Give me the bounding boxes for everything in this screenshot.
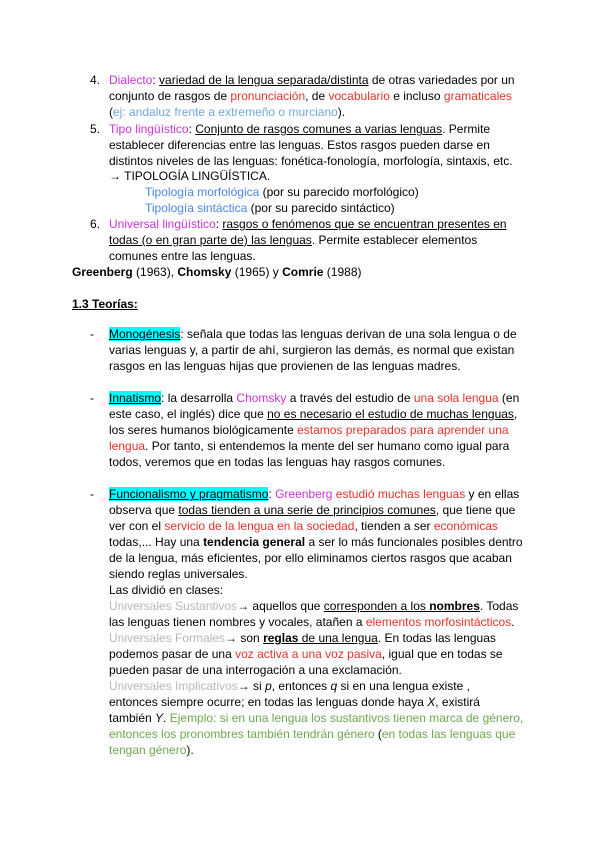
item5-line4: → TIPOLOGÍA LINGÜÍSTICA. [109, 169, 271, 183]
theory3-line7: Las dividió en clases: [109, 583, 224, 597]
theory2-line4: lengua. Por tanto, si entendemos la mente del ser humano como igual para [109, 439, 510, 453]
list-dash: - [90, 487, 94, 501]
sustantivos-line2: las lenguas tienen nombres y vocales, atañen a elementos morfosintácticos. [109, 615, 515, 629]
implicativos-line2: entonces siempre ocurre; en todas las lenguas donde haya X, existirá [109, 695, 480, 709]
theory2-line1: Innatismo: la desarrolla Chomsky a través del estudio de una sola lengua (en [109, 391, 520, 405]
theory3-line1: Funcionalismo y pragmatismo: Greenberg estudió muchas lenguas y en ellas [109, 487, 520, 501]
section-heading: 1.3 Teorías: [72, 297, 138, 311]
list-dash: - [90, 327, 94, 341]
item5-line1: Tipo lingüístico: Conjunto de rasgos comunes a varias lenguas. Permite [109, 122, 491, 136]
list-number: 4. [90, 73, 101, 87]
theory3-line4: todas,... Hay una tendencia general a ser lo más funcionales posibles dentro [109, 535, 523, 549]
universales-sustantivos: Universales Sustantivos→ aquellos que corresponden a los nombres. Todas [109, 599, 519, 613]
item5-line3: distintos niveles de las lenguas: fonética-fonología, morfología, sintaxis, etc. [109, 154, 513, 168]
theory3-line5: de la lengua, más eficientes, por ello eliminamos ciertos rasgos que acaban [109, 551, 512, 565]
implicativos-line3: también Y. Ejemplo: si en una lengua los sustantivos tienen marca de género, [109, 711, 524, 725]
list-number: 6. [90, 217, 101, 231]
theory2-line5: todos, veremos que en todas las lenguas hay rasgos comunes. [109, 455, 446, 469]
term-universal-linguistico: Universal lingüístico [109, 217, 216, 231]
term-tipo-linguistico: Tipo lingüístico [109, 122, 189, 136]
list-dash: - [90, 391, 94, 405]
theory3-line2: observa que todas tienden a una serie de principios comunes, que tiene que [109, 503, 516, 517]
universales-formales: Universales Formales→ son reglas de una lengua. En todas las lenguas [109, 631, 496, 645]
item4-line3: (ej: andaluz frente a extremeño o murciano). [109, 105, 346, 119]
formales-line3: pueden pasar de una interrogación a una exclamación. [109, 663, 402, 677]
item4-line2: conjunto de rasgos de pronunciación, de vocabulario e incluso gramaticales [109, 89, 512, 103]
authors-line: Greenberg (1963), Chomsky (1965) y Comrie (1988) [72, 265, 362, 279]
term-funcionalismo: Funcionalismo y pragmatismo [109, 487, 269, 501]
list-number: 5. [90, 122, 101, 136]
implicativos-line4: entonces los pronombres también tendrán género (en todas las lenguas que [109, 727, 516, 741]
universales-implicativos: Universales Implicativos→ si p, entonces q si en una lengua existe , [109, 679, 470, 693]
theory3-line3: ver con el servicio de la lengua en la sociedad, tienden a ser económicas [109, 519, 498, 533]
theory2-line3: los seres humanos biológicamente estamos preparados para aprender una [109, 423, 509, 437]
theory1-line3: rasgos en las lenguas hijas que provienen de las lenguas madres. [109, 359, 461, 373]
theory1-line1: Monogénesis: señala que todas las lenguas derivan de una sola lengua o de [109, 327, 517, 341]
tipologia-sintactica: Tipología sintáctica (por su parecido sintáctico) [145, 201, 395, 215]
item6-line1: Universal lingüístico: rasgos o fenómenos que se encuentran presentes en [109, 217, 507, 231]
tipologia-morfologica: Tipología morfológica (por su parecido morfológico) [145, 185, 419, 199]
term-dialecto: Dialecto [109, 73, 153, 87]
term-innatismo: Innatismo [109, 391, 162, 405]
theory1-line2: varias lenguas y, a partir de ahí, surgieron las demás, es normal que existan [109, 343, 515, 357]
item5-line2: establecer diferencias entre las lenguas. Estos rasgos pueden darse en [109, 138, 490, 152]
implicativos-line5: tengan género). [109, 743, 194, 757]
formales-line2: podemos pasar de una voz activa a una voz pasiva, igual que en todas se [109, 647, 503, 661]
term-monogenesis: Monogénesis [109, 327, 181, 341]
theory3-line6: siendo reglas universales. [109, 567, 248, 581]
item6-line2: todas (o en gran parte de) las lenguas. Permite establecer elementos [109, 233, 478, 247]
item4-line1: Dialecto: variedad de la lengua separada/distinta de otras variedades por un [109, 73, 515, 87]
theory2-line2: este caso, el inglés) dice que no es necesario el estudio de muchas lenguas, [109, 407, 518, 421]
item6-line3: comunes entre las lenguas. [109, 249, 256, 263]
